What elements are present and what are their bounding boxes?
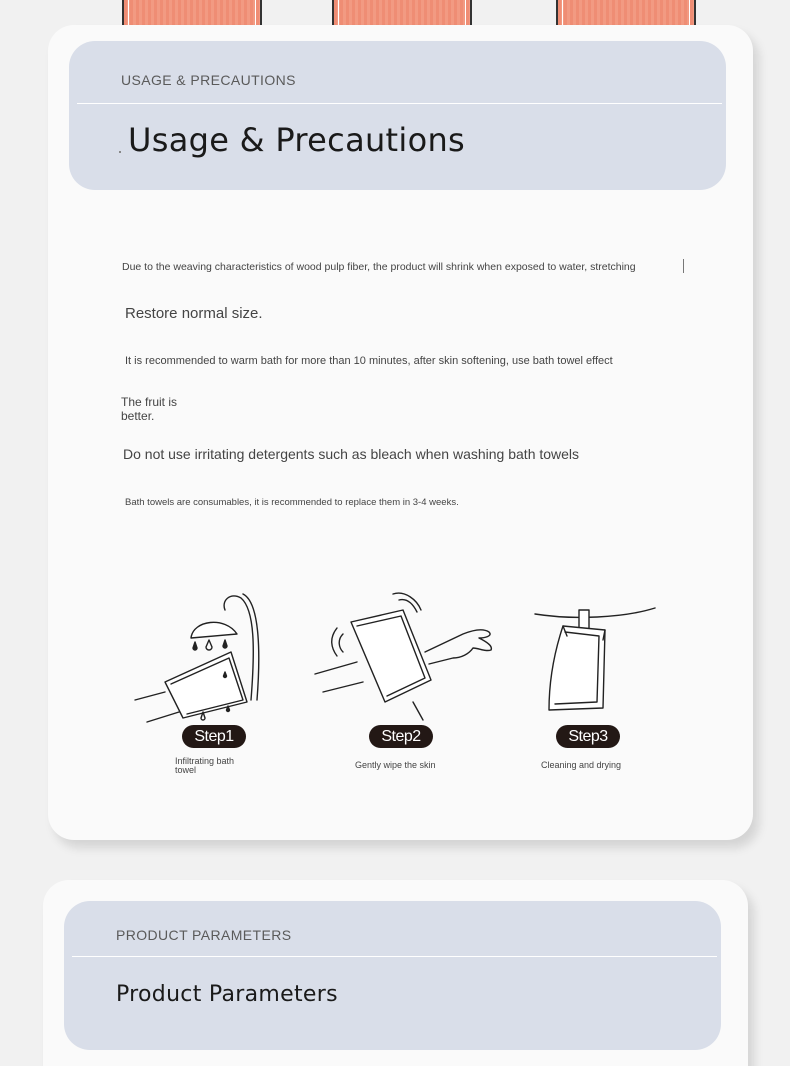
parameters-header-band [64,901,721,1050]
precaution-line-4: The fruit is better. [121,395,178,423]
text-cursor-mark [683,259,684,273]
decor-dot [119,151,121,153]
precaution-line-5: Do not use irritating detergents such as bleach when washing bath towels [123,446,580,462]
parameters-header-small: PRODUCT PARAMETERS [116,927,292,943]
step-3-caption: Cleaning and drying [541,760,622,770]
precaution-line-1: Due to the weaving characteristics of wood pulp fiber, the product will shrink when exposed to water, stretching [122,261,636,273]
precaution-line-2: Restore normal size. [125,305,263,322]
step-1-caption: Infiltrating bath towel [175,756,235,775]
hanging-towel-icon [533,600,658,720]
usage-header-small: USAGE & PRECAUTIONS [121,72,296,88]
header-divider [77,103,722,104]
header-divider [72,956,717,957]
step-2 [313,590,503,725]
step-3-badge: Step3 [556,725,620,748]
precaution-line-3: It is recommended to warm bath for more than 10 minutes, after skin softening, use bath towel effect [125,355,613,367]
wipe-skin-icon [313,590,503,725]
usage-card [48,25,753,840]
shower-towel-icon [133,590,273,725]
step-2-caption: Gently wipe the skin [355,760,436,770]
usage-header-band [69,41,726,190]
parameters-header-title: Product Parameters [116,982,338,1007]
precaution-line-6: Bath towels are consumables, it is recommended to replace them in 3-4 weeks. [125,497,459,508]
step-2-badge: Step2 [369,725,433,748]
step-1-badge: Step1 [182,725,246,748]
usage-header-title: Usage & Precautions [128,121,466,159]
step-1 [133,590,273,725]
parameters-card [43,880,748,1066]
step-3 [533,600,658,720]
